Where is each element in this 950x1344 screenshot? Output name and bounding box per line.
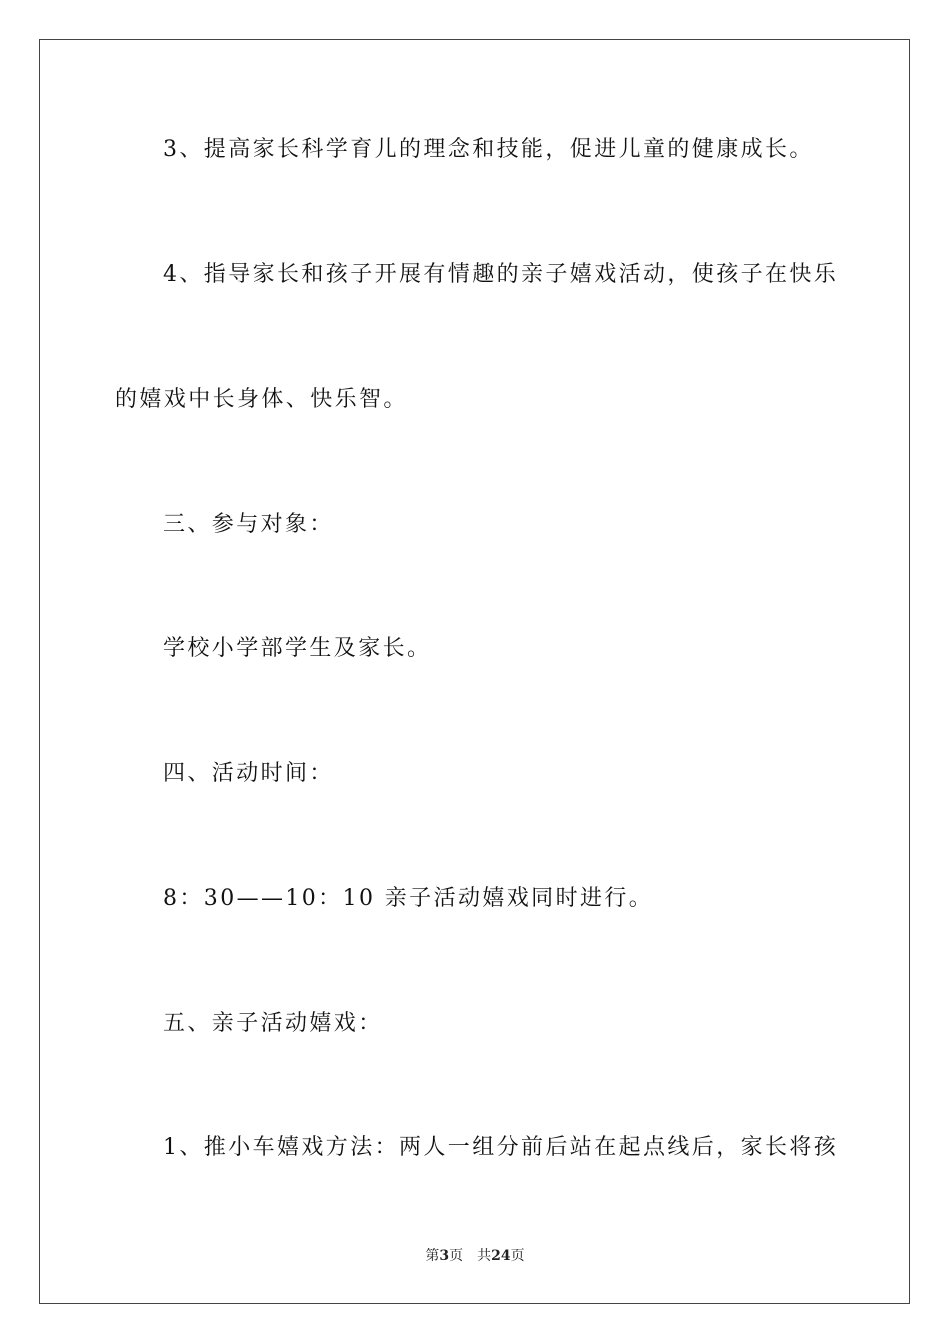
paragraph-game-1: 1、推小车嬉戏方法：两人一组分前后站在起点线后，家长将孩 xyxy=(163,1135,839,1160)
footer-total-pages: 24 xyxy=(491,1248,511,1264)
paragraph-goal-4-continued: 的嬉戏中长身体、快乐智。 xyxy=(115,387,408,412)
paragraph-time: 8：30——10：10 亲子活动嬉戏同时进行。 xyxy=(163,886,654,911)
paragraph-goal-4: 4、指导家长和孩子开展有情趣的亲子嬉戏活动，使孩子在快乐 xyxy=(163,262,839,287)
section-heading-time: 四、活动时间： xyxy=(163,761,334,786)
page-footer xyxy=(0,1246,950,1266)
page-border xyxy=(39,39,910,1304)
section-heading-participants: 三、参与对象： xyxy=(163,512,334,537)
section-heading-games: 五、亲子活动嬉戏： xyxy=(163,1011,383,1036)
footer-page-suffix: 页 xyxy=(449,1248,464,1264)
footer-total-suffix: 页 xyxy=(510,1248,525,1264)
footer-page-prefix: 第 xyxy=(425,1248,440,1264)
paragraph-goal-3: 3、提高家长科学育儿的理念和技能，促进儿童的健康成长。 xyxy=(163,137,814,162)
footer-page-number: 3 xyxy=(439,1248,450,1264)
paragraph-participants: 学校小学部学生及家长。 xyxy=(163,636,432,661)
footer-total-prefix: 共 xyxy=(477,1248,492,1264)
